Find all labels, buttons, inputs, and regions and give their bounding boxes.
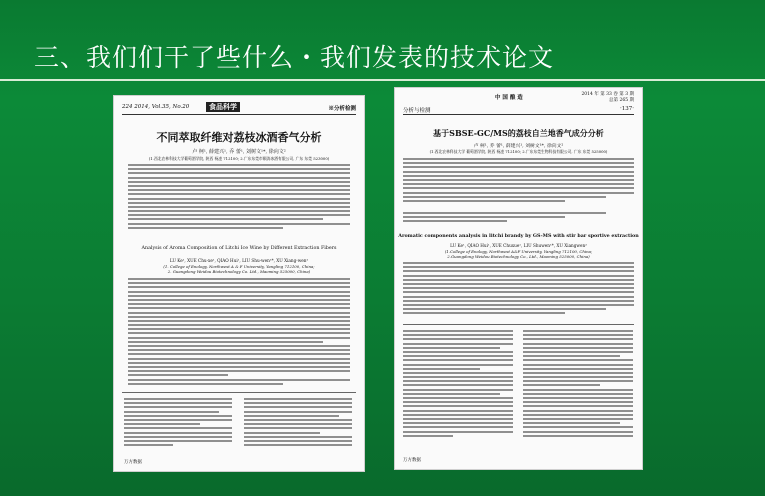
paper2-section: 分析与检测 (403, 108, 431, 114)
paper1-affiliation-cn: (1.西北农林科技大学葡萄酒学院, 陕西 杨凌 712100; 2.广东东莞市顺涛冰酒有限公司, 广东 东莞 523000) (148, 156, 330, 161)
paper2-body-column-right (523, 330, 633, 448)
paper1-body-column-right (244, 398, 352, 453)
paper1-authors-cn: 卢 柯¹, 薛建兴¹, 乔 蕾¹, 刘树文¹*, 徐向文² (192, 149, 286, 155)
title-divider (0, 79, 765, 81)
paper2-footer: 万方数据 (403, 458, 421, 463)
paper2-issue-total: 总第 265 期 (609, 98, 634, 103)
paper2-body-rule (403, 324, 634, 325)
paper2-authors-cn: 卢 柯¹, 乔 蕾¹, 薛建兴¹, 刘树文¹*, 徐向文² (473, 144, 564, 149)
paper1-authors-en: LU Ke¹, XUE Chu-xe¹, QIAO Hui¹, LIU Shu-wen¹*, XU Xiang-wen² (169, 258, 309, 263)
paper1-title-en: Analysis of Aroma Composition of Litchi Ice Wine by Different Extraction Fibers (141, 246, 337, 251)
paper2-journal-name: 中 国 酿 造 (495, 95, 523, 101)
paper1-abstract-cn (128, 164, 350, 240)
paper1-affiliation-en-2: 2. Guangdong Weidou Biotechnology Co. Ltd., Maoming 525000, China) (167, 269, 311, 274)
paper2-page-number: ·137· (620, 106, 634, 112)
paper2-affiliation-cn: (1.西北农林科技大学 葡萄酒学院, 陕西 杨凌 712100; 2.广东东莞生物科技有限公司, 广东 东莞 525000) (429, 149, 608, 154)
paper1-body-column-left (124, 398, 232, 453)
paper1-journal-logo: 食品科学 (206, 102, 240, 112)
paper1-footer: 万方数据 (124, 460, 142, 465)
paper2-affiliation-en-2: 2.Guangdong Weidou Biotechnology Co., Ltd., Maoming 525000, China) (447, 254, 590, 259)
paper-china-brewing (395, 88, 642, 469)
paper1-header-rule (122, 114, 356, 115)
paper2-title-en: Aromatic components analysis in litchi brandy by GS-MS with stir bar sportive extraction (398, 233, 639, 239)
paper2-body-column-left (403, 330, 513, 448)
paper1-abstract-en (128, 278, 350, 388)
paper2-abstract-en (403, 262, 634, 320)
paper2-abstract-cn (403, 158, 634, 208)
paper2-authors-en: LU Ke¹, QIAO Hui¹, XUE Chuxue¹, LIU Shuwen¹*, XU Xiangwen² (450, 243, 587, 248)
paper1-title-cn: 不同萃取纤维对荔枝冰酒香气分析 (156, 131, 322, 144)
slide-title: 三、我们们干了些什么・我们发表的技术论文 (34, 43, 555, 72)
paper-food-science (114, 96, 364, 471)
paper2-title-cn: 基于SBSE-GC/MS的荔枝自兰地香气成分分析 (433, 128, 604, 138)
paper2-keywords-and-ids (403, 212, 634, 230)
paper2-header-rule (403, 114, 634, 115)
paper1-body-rule (122, 392, 356, 393)
paper2-issue: 2014 年 第 33 卷 第 3 期 (581, 92, 634, 97)
paper1-header-right: ※分析检测 (328, 106, 356, 112)
paper1-affiliation-en-1: (1. College of Enology, Northwest A & F University, Yangling 712100, China; (163, 264, 315, 269)
paper1-header-left: 224 2014, Vol.35, No.20 (122, 104, 190, 110)
paper2-affiliation-en-1: (1.College of Enology, Northwest A&F University, Yangling 712100, China; (444, 249, 593, 254)
